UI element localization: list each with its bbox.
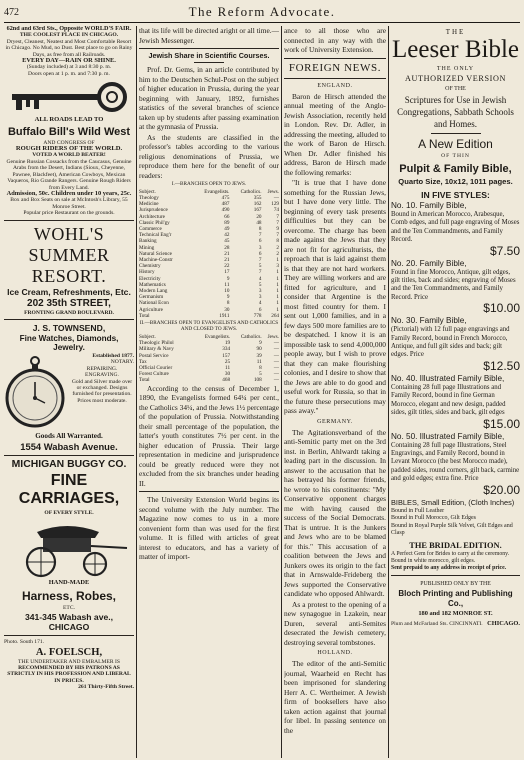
item-desc: Sent prepaid to any address in receipt of price. [391, 564, 507, 571]
item-desc: Containing 28 full page Illustrations and Family Record, bound in fine German Morocco, elegant and new design, padded sides, gilt titles, sides and back, gilt edges [391, 383, 506, 417]
paragraph: that its life will be directed aright or all time.—Jewish Messenger. [139, 26, 279, 45]
column-rule [388, 26, 389, 758]
buffalo-bill-title: Buffalo Bill's Wild West [7, 125, 131, 138]
table-cell-subject: Architecture [139, 213, 165, 220]
ad-line: HAND-MADE [48, 579, 90, 587]
ad-line: IN FIVE STYLES: [421, 190, 490, 200]
table-cell-value: 5 [258, 263, 262, 270]
item-price: $20.00 [483, 482, 520, 497]
item-desc: A Perfect Gem for Brides to carry at the ceremony. Bound in white morocco, gilt edges. [391, 550, 510, 564]
ad-headline: Pulpit & Family Bible, [399, 163, 512, 175]
ad-line: CHICAGO. [487, 619, 520, 627]
ad-headline: FINE CARRIAGES, [18, 471, 120, 507]
table-cell-value: — [273, 346, 279, 353]
key-icon [8, 79, 130, 115]
table-cell-value: 8 [226, 300, 230, 307]
item-desc: (Pictorial) with 12 full page engravings and Family Record, bound in French Morocco, Antique, and full gilt sides and back; gilt edges. Price [391, 326, 510, 359]
ad-line: AND CONGRESS OF [43, 139, 95, 146]
table-cell-value: 21 [224, 250, 230, 257]
table-cell-subject: Commerce [139, 226, 162, 233]
watch-illustration [4, 355, 66, 429]
bible-style-item [391, 316, 520, 372]
divider [4, 635, 134, 636]
table-cell-value: 19 [224, 340, 231, 347]
table-cell-value: 28 [224, 244, 230, 251]
table-cell-subject: Technical Eng'r [139, 232, 172, 239]
ad-line: VOTED A WORLD BEATER! [32, 152, 106, 159]
table-cell-subject: Theologic Philol [139, 340, 174, 347]
newspaper-title: The Reform Advocate. [188, 4, 336, 19]
table-cell-value: Catholics. [240, 188, 262, 195]
ad-line: THE COOLEST PLACE IN CHICAGO. [19, 32, 119, 39]
table-cell-value: 778 [253, 312, 262, 319]
ad-line: OF EVERY STYLE. [44, 509, 94, 516]
divider [284, 58, 386, 59]
ad-line: THE ONLY [436, 66, 475, 72]
leeser-bible-ad [391, 26, 520, 758]
table-cell-value: 3 [258, 294, 262, 301]
key-illustration [4, 79, 134, 115]
table-cell-value: 48 [256, 219, 262, 226]
ad-line: Dryest, Cleanest, Neatest and Most Comfortable Resort in Chicago. No Mud, no Dust. Best place to go on Rainy Days, as free from all Railroads. [5, 38, 133, 58]
table-cell-value: 10 [224, 288, 230, 295]
ad-line: Popular price Restaurant on the grounds. [23, 210, 115, 217]
item-desc: Bound in Full Leather [391, 507, 445, 514]
table-cell-subject: Mathematics [139, 281, 166, 288]
table-cell-value: Jews. [267, 188, 279, 195]
table-cell-value: 1 [276, 300, 279, 307]
table-cell-value: 8 [276, 238, 279, 245]
table-cell-subject: Military & Navy [139, 346, 174, 353]
item-title: No. 10. Family Bible, [391, 201, 467, 210]
townsend-jeweler-ad [4, 323, 134, 452]
table-cell-value: 7 [276, 213, 279, 220]
table-cell-value: 25 [224, 358, 231, 365]
table-total-row [139, 313, 279, 319]
ad-line: Genuine Russian Cossacks from the Caucasus, Genuine Arabs from the Desert, Indians (Sioux, Cheyenne, Pawnee, Blackfeet), American Cowboys, Mexican Vaqueros, Rio Grande Rangers. Genuine Rough Riders from Every Land. [6, 158, 132, 191]
table-cell-value: 49 [224, 226, 230, 233]
ad-line: THE UNDERTAKER AND EMBALMER IS [17, 658, 121, 665]
ad-line: Quarto Size, 10x12, 1011 pages. [398, 177, 513, 186]
foelsch-undertaker-ad [4, 639, 134, 690]
table-cell-value: 90 [256, 346, 262, 353]
ad-line: AUTHORIZED VERSION [405, 74, 506, 83]
bible-style-item [391, 259, 520, 315]
masthead [4, 2, 520, 23]
ad-line: NOTARY. [110, 359, 134, 366]
divider [139, 48, 279, 49]
publisher-name: Bloch Printing and Publishing Co., [398, 588, 513, 608]
pocket-watch-icon [4, 355, 66, 429]
ad-line: Box and Box Seats on sale at McIntosh's Library, 55 Monroe Street. [10, 197, 128, 210]
ad-line: Established 1877. [92, 352, 134, 359]
table-cell-value: 21 [224, 257, 230, 264]
table-cell-value: 162 [253, 201, 262, 208]
ad-line: REPAIRING. ENGRAVING. [85, 365, 119, 379]
jeweler-text [70, 353, 134, 404]
table-cell-value: 20 [256, 213, 262, 220]
ad-line: Admission, 50c. Children under 10 years, 25c. [6, 189, 132, 197]
table-cell-subject: Forest Culture [139, 371, 169, 378]
table-cell-value: 2 [276, 244, 279, 251]
page-number: 472 [4, 6, 19, 18]
jeweler-body [4, 353, 134, 431]
table-cell-value: 9 [259, 340, 262, 347]
table-cell-value: 3 [258, 244, 262, 251]
table-cell-subject: Medicine [139, 201, 159, 208]
ad-line: EVERY DAY—RAIN OR SHINE. [22, 57, 116, 65]
table-caption: I.—BRANCHES OPEN TO JEWS. [171, 181, 247, 188]
table-cell-subject: Machine-Constr [139, 257, 173, 264]
table-cell-value: 6 [258, 238, 262, 245]
column-rule [136, 26, 137, 758]
table-cell-value: 1911 [219, 312, 230, 319]
table-cell-value: 4 [258, 300, 262, 307]
table-cell-value: — [273, 364, 279, 371]
table-cell-subject: Classic Phil'gy [139, 219, 170, 226]
item-title: No. 20. Family Bible, [391, 258, 467, 268]
ad-line: THE BRIDAL EDITION. [409, 540, 502, 550]
table-cell-value: 9 [226, 275, 230, 282]
divider [284, 78, 386, 79]
article-heading: Jewish Share in Scientific Courses. [148, 51, 270, 60]
ad-line: Goods All Warranted. [35, 431, 103, 440]
table-cell-subject: History [139, 269, 155, 276]
ad-line: ALL ROADS LEAD TO [34, 116, 104, 124]
item-price: $12.50 [483, 358, 520, 373]
item-title: BIBLES, Small Edition, (Cloth Inches) [391, 497, 515, 507]
table-cell-value: — [273, 371, 279, 378]
ad-line: THE [445, 28, 466, 36]
table-cell-value: 490 [221, 207, 230, 214]
table-cell-value: 7 [258, 269, 262, 276]
divider [194, 62, 224, 63]
paragraph: Baron de Hirsch attended the annual meeting of the Anglo-Jewish Association, recently held in London. Rev. Dr. Adler, in addressing the meeting, alluded to the work of Baron de Hirsch. When Dr. Adler finished his address, Baron de Hirsch made the following remarks: [284, 91, 386, 177]
table-cell-subject: Mining [139, 244, 155, 251]
table-cell-value: 6 [258, 306, 262, 313]
paragraph: As a protest to the opening of a new synagogue in Lzakein, near Duren, several anti-Semites desecrated the Jewish cemetery, destroying several tombstones. [284, 599, 386, 647]
bible-title: Leeser Bible [391, 36, 520, 63]
table-cell-subject: Tax [139, 358, 147, 365]
ad-headline: Harness, Robes, [21, 588, 117, 603]
divider [4, 319, 134, 320]
paragraph: As the students are classified in the professor's tables according to the various religious denominations of Prussia, we reproduce them here for the benefit of our readers: [139, 132, 279, 180]
table-cell-value: 89 [224, 219, 230, 226]
table-cell-value: 7 [276, 232, 279, 239]
paragraph: Prof. Dr. Gems, in an article contributed by him to the Deutschen Schul-Post on the subject of higher education in Prussia, during the year beginning with January, 1892, furnishes statistics of the several branches of science taken up by students after passing examination at the gymnasia of Prussia. [139, 65, 279, 132]
paragraph: The University Extension World begins its second volume with the July number. The Magazine now comes to us in a more convenient form than was used for the first volume. It is filled with articles of great interest to educators, and has a variety of matter of import- [139, 495, 279, 562]
ad-line: (Sunday included) at 3 and 8:30 p. m. [26, 64, 112, 71]
ad-line: FRONTING GRAND BOULEVARD. [24, 309, 114, 316]
item-desc: Bound in American Morocco, Arabesque, Comb edges, and full page engraving of Moses and the Ten Commandments, and Family Record. [391, 211, 520, 244]
table-cell-subject: Modern Lang [139, 288, 168, 295]
ad-line: J. S. TOWNSEND, [32, 322, 106, 333]
table-cell-value: 1 [276, 294, 279, 301]
table-cell-value: 2 [276, 250, 279, 257]
bible-style-item [391, 432, 520, 496]
ad-line: 180 and 182 MONROE ST. [418, 609, 493, 617]
ad-line: Fine Watches, Diamonds, Jewelry. [19, 333, 119, 352]
table-cell-subject: Jurisprudence [139, 207, 168, 214]
table-cell-subject: Banking [139, 238, 157, 245]
table-cell-value: 7 [258, 257, 262, 264]
ad-headline: A. FOELSCH, [35, 646, 103, 658]
table-cell-value: Jews. [267, 333, 279, 340]
table-cell-subject: Official Courier [139, 364, 173, 371]
table-cell-value: 11 [225, 364, 231, 371]
table-cell-value: 487 [221, 201, 230, 208]
table-cell-value: 1 [276, 275, 279, 282]
article-column-3 [284, 26, 386, 758]
table-cell-subject: Total [139, 312, 150, 319]
item-price: $10.00 [483, 301, 520, 316]
ad-line: OF THIN [441, 153, 470, 159]
table-cell-value: 1 [276, 281, 279, 288]
ad-line: RECOMMENDED BY HIS PATRONS AS STRICTLY IN HIS PROFESSION AND LIBERAL IN PRICES. [7, 664, 131, 684]
ad-headline: SUMMER [28, 244, 110, 265]
divider [391, 575, 520, 576]
paragraph: The editor of the anti-Semitic journal, Waarheid en Recht has been imprisoned for slandering Herr A. C. Wertheimer. A Jewish firm of booksellers have also taken action against that journal for libel. In passing sentence on the [284, 659, 386, 735]
ad-line: 341-345 Wabash ave., CHICAGO [24, 612, 114, 633]
ad-line: ETC. [63, 604, 75, 611]
bible-style-item [391, 374, 520, 430]
branches-open-table [139, 189, 279, 319]
table-cell-value: 30 [224, 371, 231, 378]
bible-style-item [391, 201, 520, 257]
table-cell-value: 45 [224, 238, 230, 245]
ad-line: ROUGH RIDERS OF THE WORLD. [15, 145, 123, 153]
ad-line: PUBLISHED ONLY BY THE [420, 580, 491, 587]
item-title: No. 40. Illustrated Family Bible, [391, 373, 505, 383]
table-cell-value: 129 [271, 201, 279, 208]
paragraph: According to the census of December 1, 1890, the Evangelists formed 64¼ per cent., the Catholics 34¼, and the Jews 1½ percentage of the population of Prussia. Notwithstanding their small percentage of the population, the latter's youth constitutes 7½ per cent. in the higher education of Prussia. Their large representation in medicine and jurisprudence could be greatly reduced were they not excluded from the six branches under heading II. [139, 383, 279, 488]
ad-line: Scriptures for Use in Jewish Congregations, Sabbath Schools and Homes. [397, 95, 514, 129]
table-cell-value: 264 [271, 312, 279, 319]
table-cell-value: 42 [224, 232, 230, 239]
table-cell-value: 1 [276, 269, 279, 276]
table-cell-subject: Postal Service [139, 352, 169, 359]
table-cell-subject: Theology [139, 195, 159, 202]
table-cell-value: — [273, 340, 279, 347]
paragraph: The Agitationsverband of the anti-Semitic party met on the 3rd inst. in Berlin, Ahlwardt taking a leading part in the discussion. In answer to the accusation that he has betrayed his former friends, he wrote to his constituents: "My Conservative opponent charges me with having caused the success of the Social Democrats. That is untrue. It is the Junkers and Jews who are to be blamed for this." This accusation of a coalition between the Jews and Junkers owes its origin to the fact that in Arnswalde-Frideberg the Jews supported the Conservative candidate who opposed Ahlwardt. [284, 427, 386, 598]
ad-line: 1554 Wabash Avenue. [20, 440, 118, 452]
table-cell-value: 17 [224, 269, 230, 276]
article-column-2 [139, 26, 279, 758]
ad-line: OF THE [445, 86, 466, 92]
ad-headline: A New Edition [418, 137, 493, 151]
table-cell-value: Evangelists. [204, 188, 230, 195]
ad-line: Ice Cream, Refreshments, Etc. [7, 286, 131, 297]
branches-closed-table [139, 334, 279, 384]
table-cell-value: 11 [256, 358, 262, 365]
table-cell-subject: Total [139, 377, 150, 384]
table-cell-subject: Germanism [139, 294, 164, 301]
table-cell-value: 7 [276, 219, 279, 226]
ad-line: MICHIGAN BUGGY CO. [11, 458, 127, 470]
divider [431, 133, 481, 134]
item-desc: Bound in Royal Purple Silk Velvet, Gilt Edges and Clasp [391, 522, 513, 537]
table-cell-value: — [273, 195, 279, 202]
table-cell-subject: Subject. [139, 333, 156, 340]
ad-headline: RESORT. [31, 265, 107, 286]
table-cell-value: 66 [224, 213, 230, 220]
section-heading: FOREIGN NEWS. [288, 61, 382, 74]
country-heading: HOLLAND. [317, 650, 353, 656]
table-cell-value: — [273, 352, 279, 359]
table-cell-value: 11 [224, 281, 230, 288]
table-cell-value: 5 [258, 281, 262, 288]
table-cell-value: 468 [222, 377, 231, 384]
paragraph: "It is true that I have done something for the Russian Jews, but I have done very little. The beginning of every task presents difficulties but they can be overcome. The charge has been made against the Jews that they are not fit for agriculturists, the reproach that is laid against them is that they are not hard workers. They are willing workers and are fitted for agriculture, and I consider that Argentine is the most fitted country for them. I sent out 1,000 families, and in a few days 500 more families are to be despatched. I know it is an impossible task to send 4,000,000 people away, but I wish to prove that they can make flourishing colonies, and I desire to show that the Jews are able to do good and useful work for Russia, so that in the future these persecutions may pass away." [284, 178, 386, 415]
item-price: $7.50 [489, 243, 520, 258]
advertisements-column [4, 26, 134, 758]
table-cell-value: 4 [258, 275, 262, 282]
table-cell-value: 1 [276, 257, 279, 264]
table-cell-value: 8 [258, 226, 262, 233]
ad-line: 261 Thirty-Fifth Street. [78, 684, 134, 691]
divider [4, 455, 134, 456]
table-cell-value: 475 [221, 195, 230, 202]
buggy-illustration [4, 518, 134, 578]
table-cell-value: 1 [276, 288, 279, 295]
paragraph: ance to all those who are connected in any way with the work of University Extension. [284, 26, 386, 54]
table-caption: II.—BRANCHES OPEN TO EVANGELISTS AND CATHOLICS AND CLOSED TO JEWS. [139, 320, 279, 333]
item-desc: Containing 28 full page Illustrations, Steel Engravings, and Family Record, bound in Levant Morocco (the best Morocco made), padded sides, round corners, gilt back, carmine and gold edges; extra fine. Price [391, 441, 520, 483]
divider [4, 220, 134, 221]
table-cell-value: 9 [276, 226, 279, 233]
item-desc: Found in fine Morocco, Antique, gilt edges, gilt titles, back and sides; engraving of Moses and the Ten Commandments, and Family Record. Price [391, 268, 516, 301]
table-cell-value: 74 [273, 207, 279, 214]
table-cell-value: 3 [258, 288, 262, 295]
table-cell-subject: Subject. [139, 188, 156, 195]
table-cell-value: Evangelists. [204, 333, 231, 340]
ad-line: Doors open at 1 p. m. and 7:30 p. m. [28, 70, 110, 77]
ad-line: Gold and Silver made over or exchanged. Designs furnished for presentation. Prices most moderate. [71, 378, 133, 404]
publisher-cities [391, 619, 520, 629]
table-cell-value: 9 [226, 294, 230, 301]
table-cell-value: Catholics. [240, 333, 262, 340]
ad-line: 202 35th STREET, [27, 297, 111, 309]
divider [139, 491, 279, 492]
table-cell-value: 8 [259, 364, 262, 371]
ad-line: Photo. South 171. [4, 639, 45, 646]
ad-headline: WOHL'S [33, 223, 105, 244]
table-cell-value: 1 [276, 306, 279, 313]
table-cell-value: 5 [259, 371, 262, 378]
table-cell-value: — [273, 358, 279, 365]
ad-line: 62nd and 63rd Sts., Opposite WORLD'S FAIR. [6, 26, 132, 32]
table-cell-value: 167 [253, 207, 262, 214]
item-title: No. 50. Illustrated Family Bible, [391, 431, 505, 441]
table-cell-value: 3 [276, 263, 279, 270]
table-cell-value: 355 [253, 195, 262, 202]
table-cell-value: 30 [224, 306, 230, 313]
table-cell-value: 6 [258, 250, 262, 257]
table-cell-value: 108 [253, 377, 262, 384]
michigan-buggy-ad [4, 459, 134, 632]
buffalo-bill-ad [4, 26, 134, 217]
table-cell-subject: National Econ [139, 300, 169, 307]
item-price: $15.00 [483, 416, 520, 431]
column-rule [281, 26, 282, 758]
wohls-resort-ad [4, 224, 134, 316]
table-cell-value: — [273, 377, 279, 384]
country-heading: GERMANY. [317, 418, 353, 425]
table-cell-subject: Agriculture [139, 306, 163, 313]
table-cell-value: 334 [222, 346, 231, 353]
table-cell-value: 39 [256, 352, 262, 359]
carriage-icon [7, 518, 131, 578]
item-title: No. 30. Family Bible, [391, 316, 467, 326]
table-cell-value: 7 [258, 232, 262, 239]
item-desc: Bound in Full Morocco, Gilt Edges [391, 515, 476, 522]
table-cell-subject: Electricity [139, 275, 161, 282]
table-cell-subject: Natural Science [139, 250, 172, 257]
ad-line: Plum and McFarland Sts. CINCINNATI. [391, 620, 483, 627]
table-cell-subject: Chemistry [139, 263, 161, 270]
country-heading: ENGLAND. [317, 82, 353, 89]
table-cell-value: 22 [224, 263, 230, 270]
table-cell-value: 157 [222, 352, 231, 359]
